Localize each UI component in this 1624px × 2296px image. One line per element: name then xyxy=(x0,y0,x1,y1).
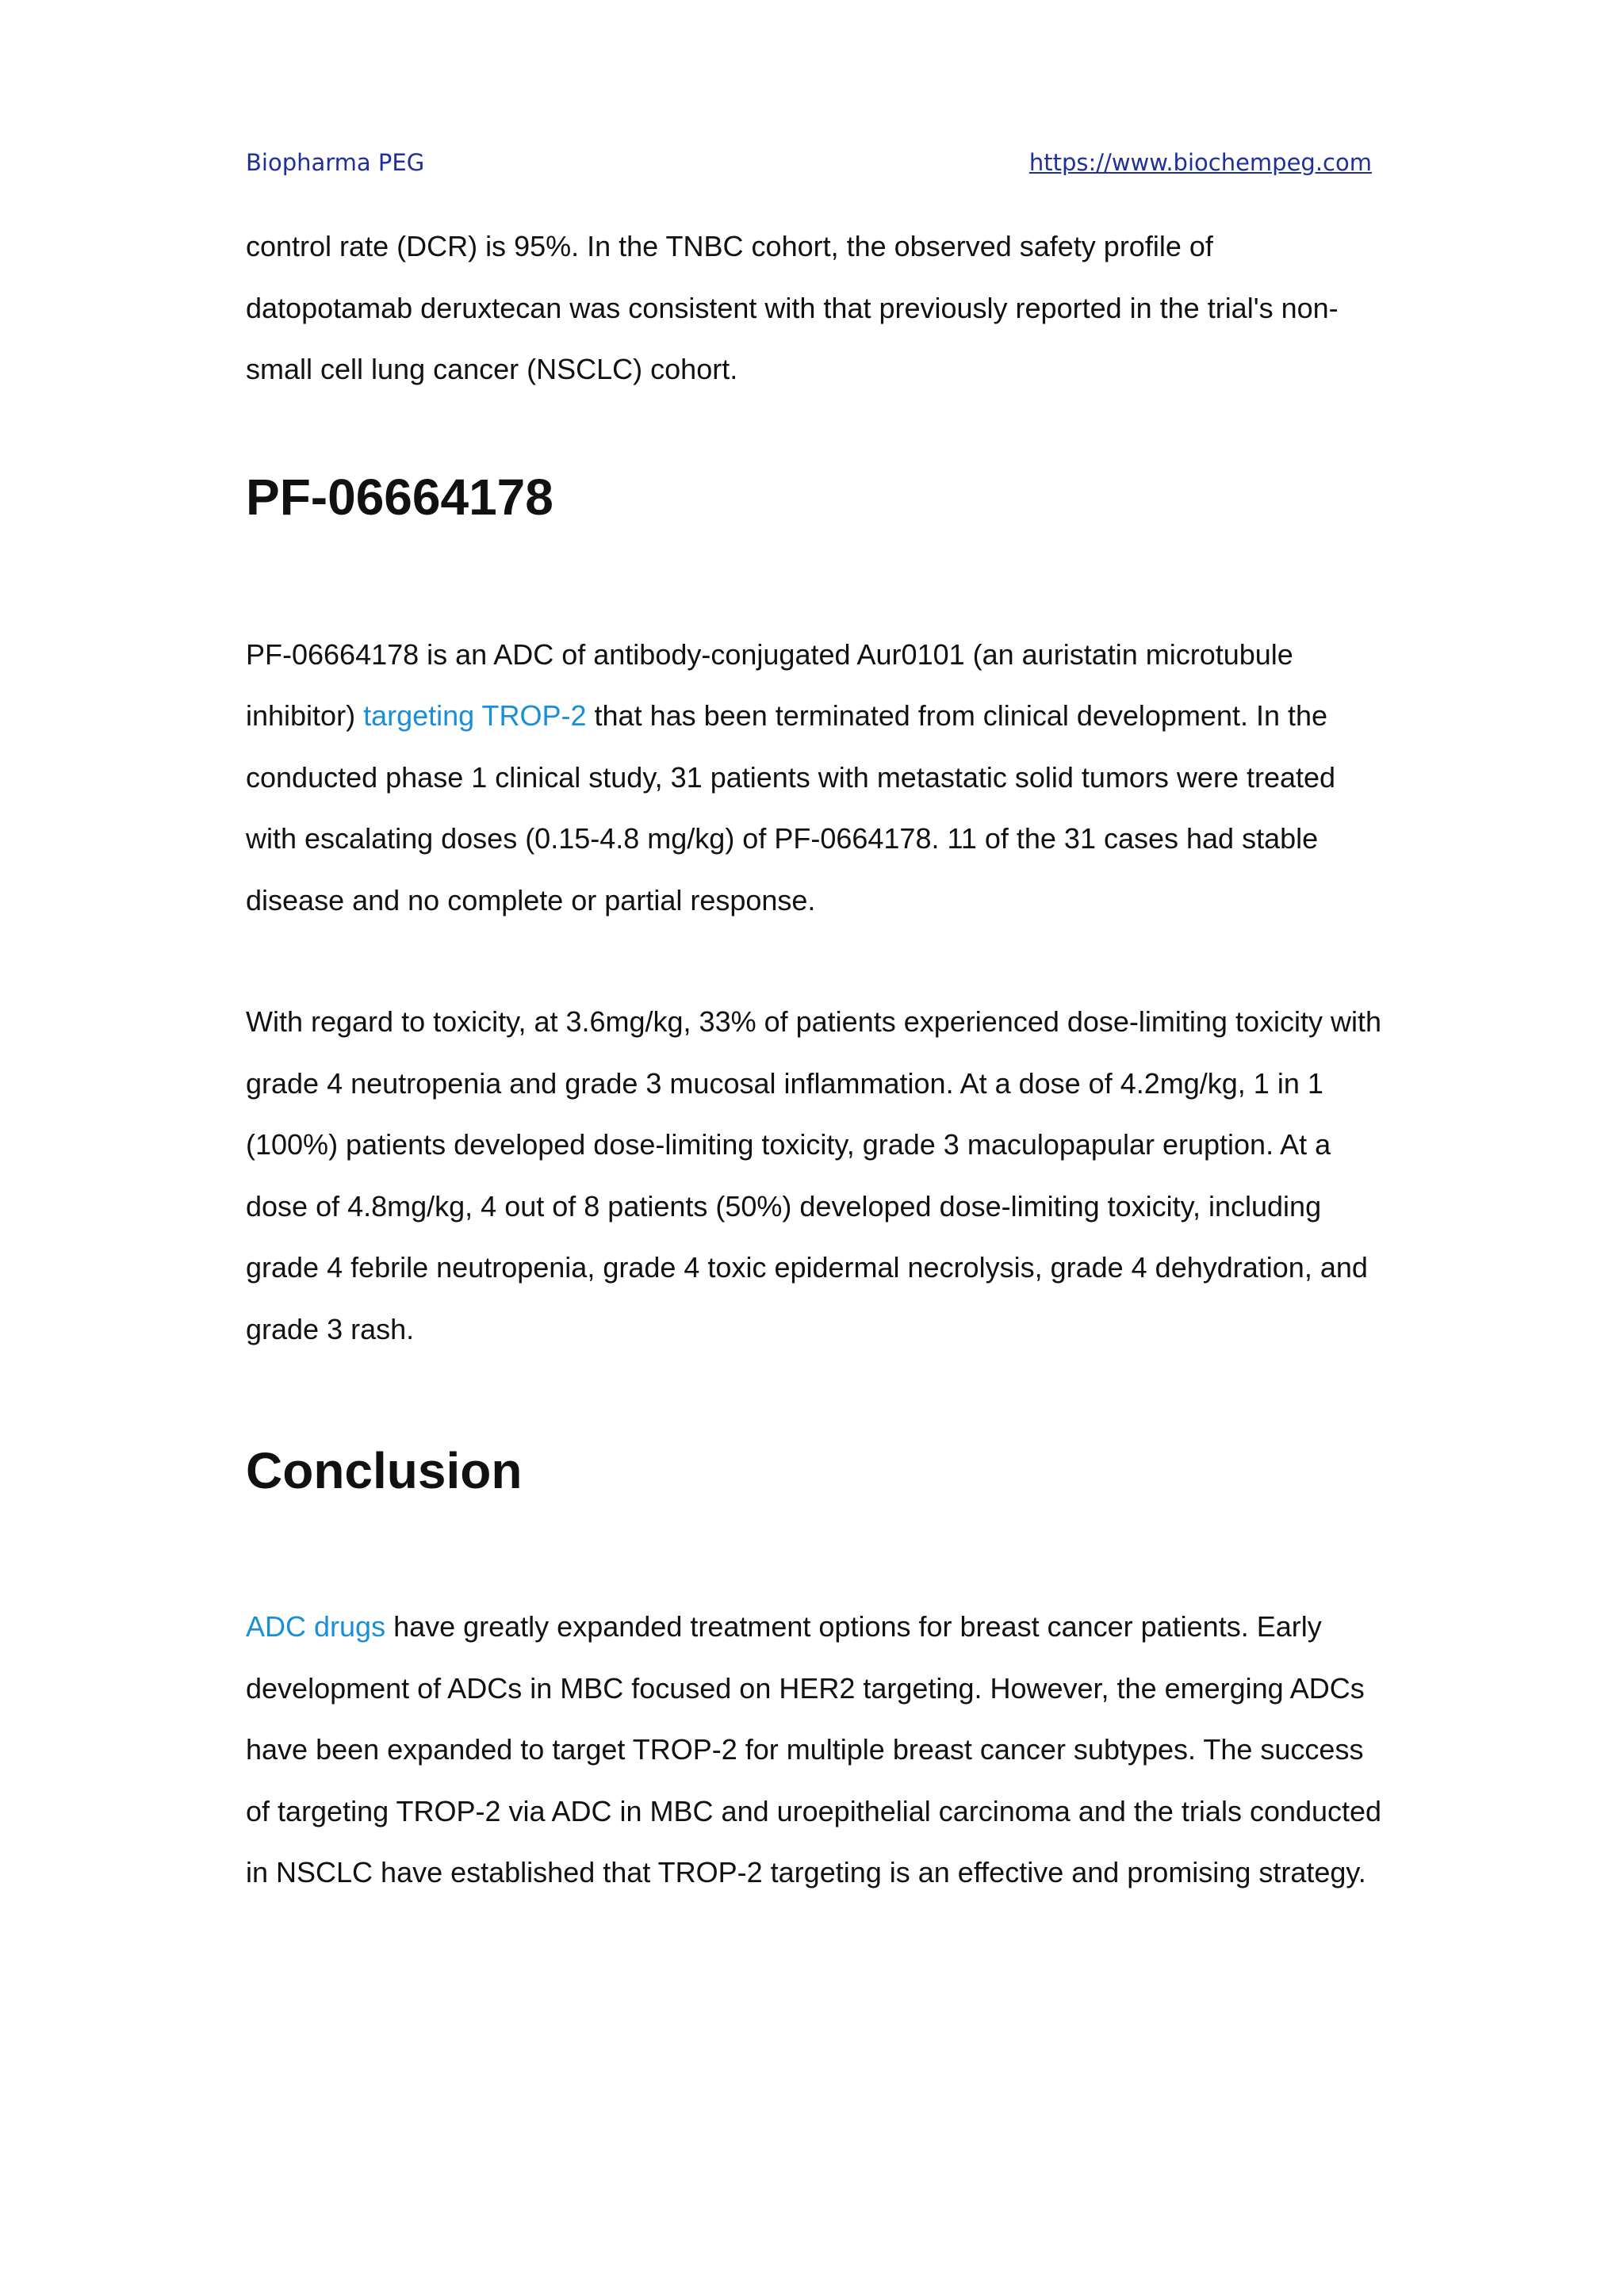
paragraph-pf-06664178-intro xyxy=(246,624,1388,932)
paragraph-dcr-safety: control rate (DCR) is 95%. In the TNBC cohort, the observed safety profile of datopotamab deruxtecan was consistent with that previously reported in the trial's non-small cell lung cancer (NSCLC) cohort. xyxy=(246,230,1339,385)
section-heading-conclusion: Conclusion xyxy=(246,1442,523,1499)
adc-drugs-link[interactable]: ADC drugs xyxy=(246,1610,386,1643)
brand-name: Biopharma PEG xyxy=(246,149,425,176)
paragraph-text: PF-06664178 is an ADC of antibody-conjugated Aur0101 (an auristatin microtubule inhibitor) xyxy=(246,637,1293,732)
paragraph-text: that has been terminated from clinical development. In the conducted phase 1 clinical study, 31 patients with metastatic solid tumors were treated with escalating doses (0.15-4.8 mg/kg) of PF-0664178. 11 of the 31 cases had stable disease and no complete or partial response. xyxy=(246,699,1336,916)
page-header xyxy=(246,149,1372,184)
paragraph-toxicity: With regard to toxicity, at 3.6mg/kg, 33% of patients experienced dose-limiting toxicity with grade 4 neutropenia and grade 3 mucosal inflammation. At a dose of 4.2mg/kg, 1 in 1 (100%) patients developed dose-limiting toxicity, grade 3 maculopapular eruption. At a dose of 4.8mg/kg, 4 out of 8 patients (50%) developed dose-limiting toxicity, including grade 4 febrile neutropenia, grade 4 toxic epidermal necrolysis, grade 4 dehydration, and grade 3 rash. xyxy=(246,1005,1381,1345)
website-link[interactable]: https://www.biochempeg.com xyxy=(1028,149,1372,176)
document-body xyxy=(246,216,1388,1904)
section-heading-pf-06664178: PF-06664178 xyxy=(246,468,553,526)
paragraph-conclusion xyxy=(246,1596,1388,1904)
targeting-trop2-link[interactable]: targeting TROP-2 xyxy=(363,699,587,732)
paragraph-text: have greatly expanded treatment options for breast cancer patients. Early development of ADCs in MBC focused on HER2 targeting. However, the emerging ADCs have been expanded to target TROP-2 for multiple breast cancer subtypes. The success of targeting TROP-2 via ADC in MBC and uroepithelial carcinoma and the trials conducted in NSCLC have established that TROP-2 targeting is an effective and promising strategy. xyxy=(246,1610,1382,1888)
